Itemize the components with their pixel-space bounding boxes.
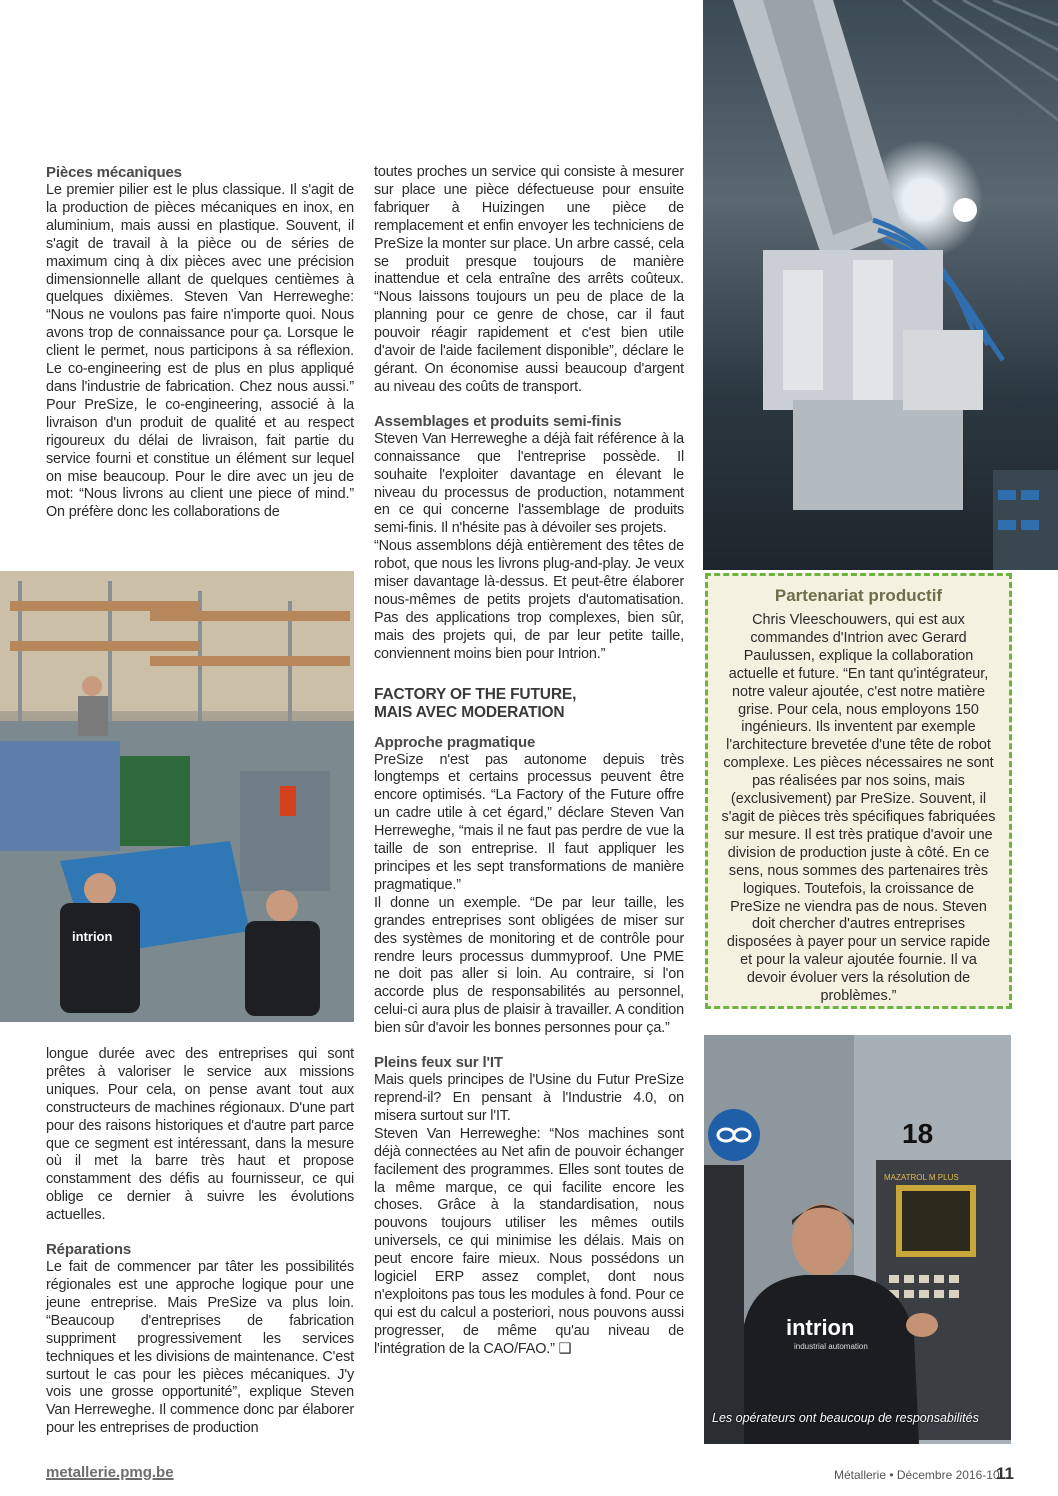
paragraph: “Nous assemblons déjà entièrement des têtes de robot, que nous les livrons plug-and-play. Je veux miser davantage là-dessus. Et peut-être élaborer nous-mêmes de petits projets d'automatisation. Pas des applications trop complexes, bien sûr, mais des projets qui, de par leur petite taille, conviennent moins bien pour Intrion.”: [374, 538, 684, 662]
issue-info: Métallerie • Décembre 2016-10: [834, 1468, 1000, 1482]
robot-head-photo: [703, 0, 1058, 570]
paragraph: Il donne un exemple. “De par leur taille, les grandes entreprises sont obligées de miser sur des systèmes de monitoring et de contrôle pour rendre leurs processus dummyproof. Une PME ne doit pas aller si loin. Au contraire, si l'on accorde plus de responsabilités au personnel, celui-ci aura plus de plaisir à travailler. A condition bien sûr d'avoir les bonnes personnes pour ça.”: [374, 894, 684, 1037]
page-number: 11: [996, 1464, 1014, 1483]
machine-label: MAZATROL M PLUS: [884, 1173, 959, 1182]
sidebar-box: [705, 573, 1012, 1009]
section-title-line-2: MAIS AVEC MODERATION: [374, 703, 565, 721]
factory-illustration: [0, 571, 354, 1022]
column-1-bottom: [46, 1046, 354, 1438]
shirt-logo: intrion: [72, 929, 113, 944]
heading-assemblages: Assemblages et produits semi-finis: [374, 412, 622, 430]
operator-illustration: [704, 1035, 1011, 1444]
heading-reparations: Réparations: [46, 1241, 132, 1259]
sidebar-text: Chris Vleeschouwers, qui est aux commandes d'Intrion avec Gerard Paulussen, explique la collaboration actuelle et future. “En tant qu'intégrateur, notre valeur ajoutée, c'est notre matière grise. Pour cela, nous employons 150 ingénieurs. Ils inventent par exemple l'architecture brevetée d'une tête de robot complexe. Les pièces nécessaires ne sont pas réalisées par nos soins, mais (exclusivement) par PreSize. Souvent, il s'agit de pièces très spécifiques fabriquées sur mesure. Il est très pratique d'avoir une division de production juste à côté. En ce sens, nous sommes des partenaires très logiques. Toutefois, la croissance de PreSize ne viendra pas de nous. Steven doit chercher d'autres entreprises disposées à payer pour un service rapide et pour la valeur ajoutée fournie. Il va devoir évoluer vers la résolution de problèmes.”: [721, 612, 996, 1005]
paragraph: PreSize n'est pas autonome depuis très longtemps et certains processus peuvent être encore optimisés. “La Factory of the Future offre un cadre utile à cet égard,” déclare Steven Van Herreweghe, “mais il ne faut pas perdre de vue la taille de son entreprise. Il faut appliquer les principes et les sept transformations de manière pragmatique.”: [374, 751, 684, 893]
website-link[interactable]: metallerie.pmg.be: [46, 1464, 174, 1481]
column-2: [374, 164, 684, 1359]
shirt-subtitle: industrial automation: [794, 1342, 868, 1351]
paragraph: longue durée avec des entreprises qui sont prêtes à valoriser le service aux missions uniques. Pour cela, on pense avant tout aux constructeurs de machines régionaux. D'une part pour des raisons historiques et d'autre part parce que ce segment est intéressant, dans la mesure où il met la barre très haut et propose constamment des défis au fournisseur, ce qui oblige ce dernier à suivre les évolutions actuelles.: [46, 1046, 354, 1224]
heading-pleins-feux: Pleins feux sur l'IT: [374, 1054, 503, 1072]
robot-illustration: [703, 0, 1058, 570]
heading-approche-pragmatique: Approche pragmatique: [374, 733, 536, 751]
paragraph: Steven Van Herreweghe a déjà fait référence à la connaissance que l'entreprise possède. Il souhaite l'exploiter davantage en élevant le niveau du processus de production, notamment en ce qui concerne l'assemblage de produits semi-finis. Il n'hésite pas à dévoiler ses projets.: [374, 430, 684, 537]
paragraph: toutes proches un service qui consiste à mesurer sur place une pièce défectueuse pour ensuite fabriquer à Huizingen une pièce de remplacement et enfin envoyer les techniciens de PreSize la monter sur place. Un arbre cassé, cela se produit presque toujours de manière inattendue et cela entraîne des arrêts coûteux. “Nous laissons toujours un peu de place de la planning pour ce genre de chose, car il faut pouvoir réagir rapidement et c'est bien utile d'avoir de l'aide facilement disponible”, déclare le gérant. On économise aussi beaucoup d'argent au niveau des coûts de transport.: [374, 164, 684, 395]
heading-pieces-mecaniques: Pièces mécaniques: [46, 164, 182, 181]
operator-photo: [704, 1035, 1011, 1444]
paragraph: Le fait de commencer par tâter les possibilités régionales est une approche logique pour une jeune entreprise. Mais PreSize va plus loin. “Beaucoup d'entreprises de fabrication suppriment progressivement les services techniques et les divisions de maintenance. C'est surtout le cas pour les pièces mécaniques. J'y vois une grosse opportunité”, explique Steven Van Herreweghe. Il commence donc par élaborer pour les entreprises de production: [46, 1259, 354, 1437]
paragraph: Mais quels principes de l'Usine du Futur PreSize reprend-il? En pensant à l'Industrie 4.0, on misera surtout sur l'IT.: [374, 1072, 684, 1124]
section-title-line-1: FACTORY OF THE FUTURE,: [374, 685, 577, 703]
sidebar-title: Partenariat productif: [774, 586, 943, 605]
paragraph: Steven Van Herreweghe: “Nos machines sont déjà connectées au Net afin de pouvoir échanger facilement des programmes. Elles sont toutes de la même marque, ce qui facilite encore les choses. Grâce à la standardisation, nous pouvons toujours utiliser les mêmes outils universels, ce qui minimise les délais. Mais on peut encore faire mieux. Nous possédons un logiciel ERP assez complet, dont nous n'exploitons pas tous les modules à fond. Pour ce qui est du calcul a posteriori, nous pouvons aussi progresser, de même qu'au niveau de l'intégration de la CAO/FAO.” ❑: [374, 1125, 684, 1357]
column-1-top: [46, 164, 354, 522]
photo-caption: Les opérateurs ont beaucoup de responsabilités: [712, 1411, 979, 1425]
factory-floor-photo: [0, 571, 354, 1022]
machine-number: 18: [902, 1118, 934, 1149]
shirt-logo: intrion: [786, 1315, 855, 1340]
paragraph: Le premier pilier est le plus classique. Il s'agit de la production de pièces mécaniques en inox, en aluminium, mais aussi en plastique. Souvent, il s'agit de travail à la pièce ou de séries de maximum cinq à dix pièces avec une précision dimensionnelle allant de quelques centièmes à quelques dixièmes. Steven Van Herreweghe: “Nous ne voulons pas faire n'importe quoi. Nous avons trop de connaissance pour ça. Lorsque le client le permet, nous participons à sa réflexion. Le co-engineering est de plus en plus appliqué dans l'industrie de fabrication. Chez nous aussi.” Pour PreSize, le co-engineering, associé à la livraison d'un produit de qualité et au respect rigoureux du délai de livraison, fait partie du service fourni et constitue un élément sur lequel on mise beaucoup. Pour le dire avec un jeu de mot: “Nous livrons au client une piece of mind.” On préfère donc les collaborations de: [46, 182, 354, 521]
